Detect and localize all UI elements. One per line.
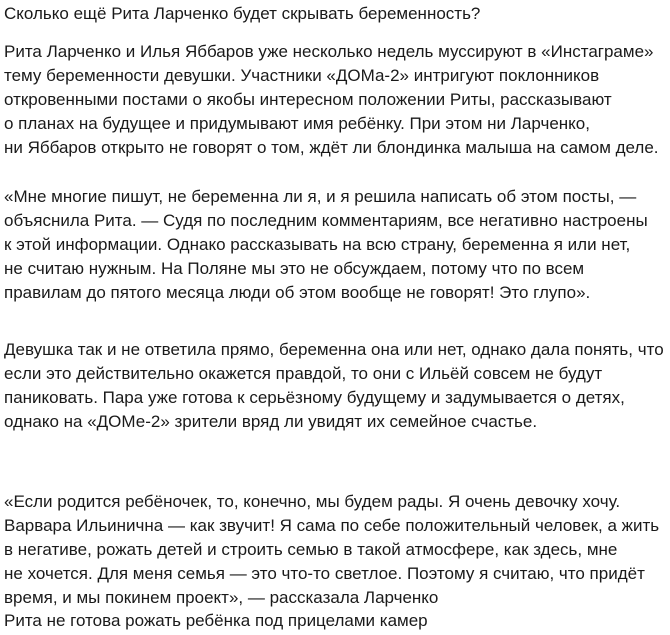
text-line: Варвара Ильинична — как звучит! Я сама по себе положительный человек, а жить xyxy=(4,516,660,535)
text-line: объяснила Рита. — Судя по последним комментариям, все негативно настроены xyxy=(4,211,648,230)
text-line: время, и мы покинем проект», — рассказала Ларченко xyxy=(4,588,439,607)
text-line: о планах на будущее и придумывают имя ребёнку. При этом ни Ларченко, xyxy=(4,114,590,133)
text-line: Девушка так и не ответила прямо, беременна она или нет, однако дала понять, что xyxy=(4,340,664,359)
text-line: Рита Ларченко и Илья Яббаров уже несколько недель муссируют в «Инстаграме» xyxy=(4,42,654,61)
text-line: однако на «ДОМе-2» зрители вряд ли увидят их семейное счастье. xyxy=(4,412,538,431)
text-line: откровенными постами о якобы интересном положении Риты, рассказывают xyxy=(4,90,612,109)
text-line: правилам до пятого месяца люди об этом вообще не говорят! Это глупо». xyxy=(4,283,591,302)
text-line: не считаю нужным. На Поляне мы это не обсуждаем, потому что по всем xyxy=(4,259,585,278)
text-line: «Если родится ребёночек, то, конечно, мы будем рады. Я очень девочку хочу. xyxy=(4,492,621,511)
paragraph-quote-2 xyxy=(4,490,659,610)
text-line: ни Яббаров открыто не говорят о том, ждёт ли блондинка малыша на самом деле. xyxy=(4,138,659,157)
text-line: если это действительно окажется правдой, то они с Ильёй совсем не будут xyxy=(4,364,603,383)
paragraph-quote-1 xyxy=(4,185,648,305)
article-title: Сколько ещё Рита Ларченко будет скрывать беременность? xyxy=(4,4,481,23)
paragraph-narrative xyxy=(4,338,664,434)
text-line: не хочется. Для меня семья — это что-то светлое. Поэтому я считаю, что придёт xyxy=(4,564,645,583)
text-line: в негативе, рожать детей и строить семью в такой атмосфере, как здесь, мне xyxy=(4,540,618,559)
image-caption: Рита не готова рожать ребёнка под прицелами камер xyxy=(4,611,428,630)
text-line: паниковать. Пара уже готова к серьёзному будущему и задумывается о детях, xyxy=(4,388,625,407)
paragraph-intro xyxy=(4,40,659,160)
text-line: тему беременности девушки. Участники «ДОМа-2» интригуют поклонников xyxy=(4,66,600,85)
text-line: «Мне многие пишут, не беременна ли я, и я решила написать об этом посты, — xyxy=(4,187,637,206)
text-line: к этой информации. Однако рассказывать на всю страну, беременна я или нет, xyxy=(4,235,631,254)
